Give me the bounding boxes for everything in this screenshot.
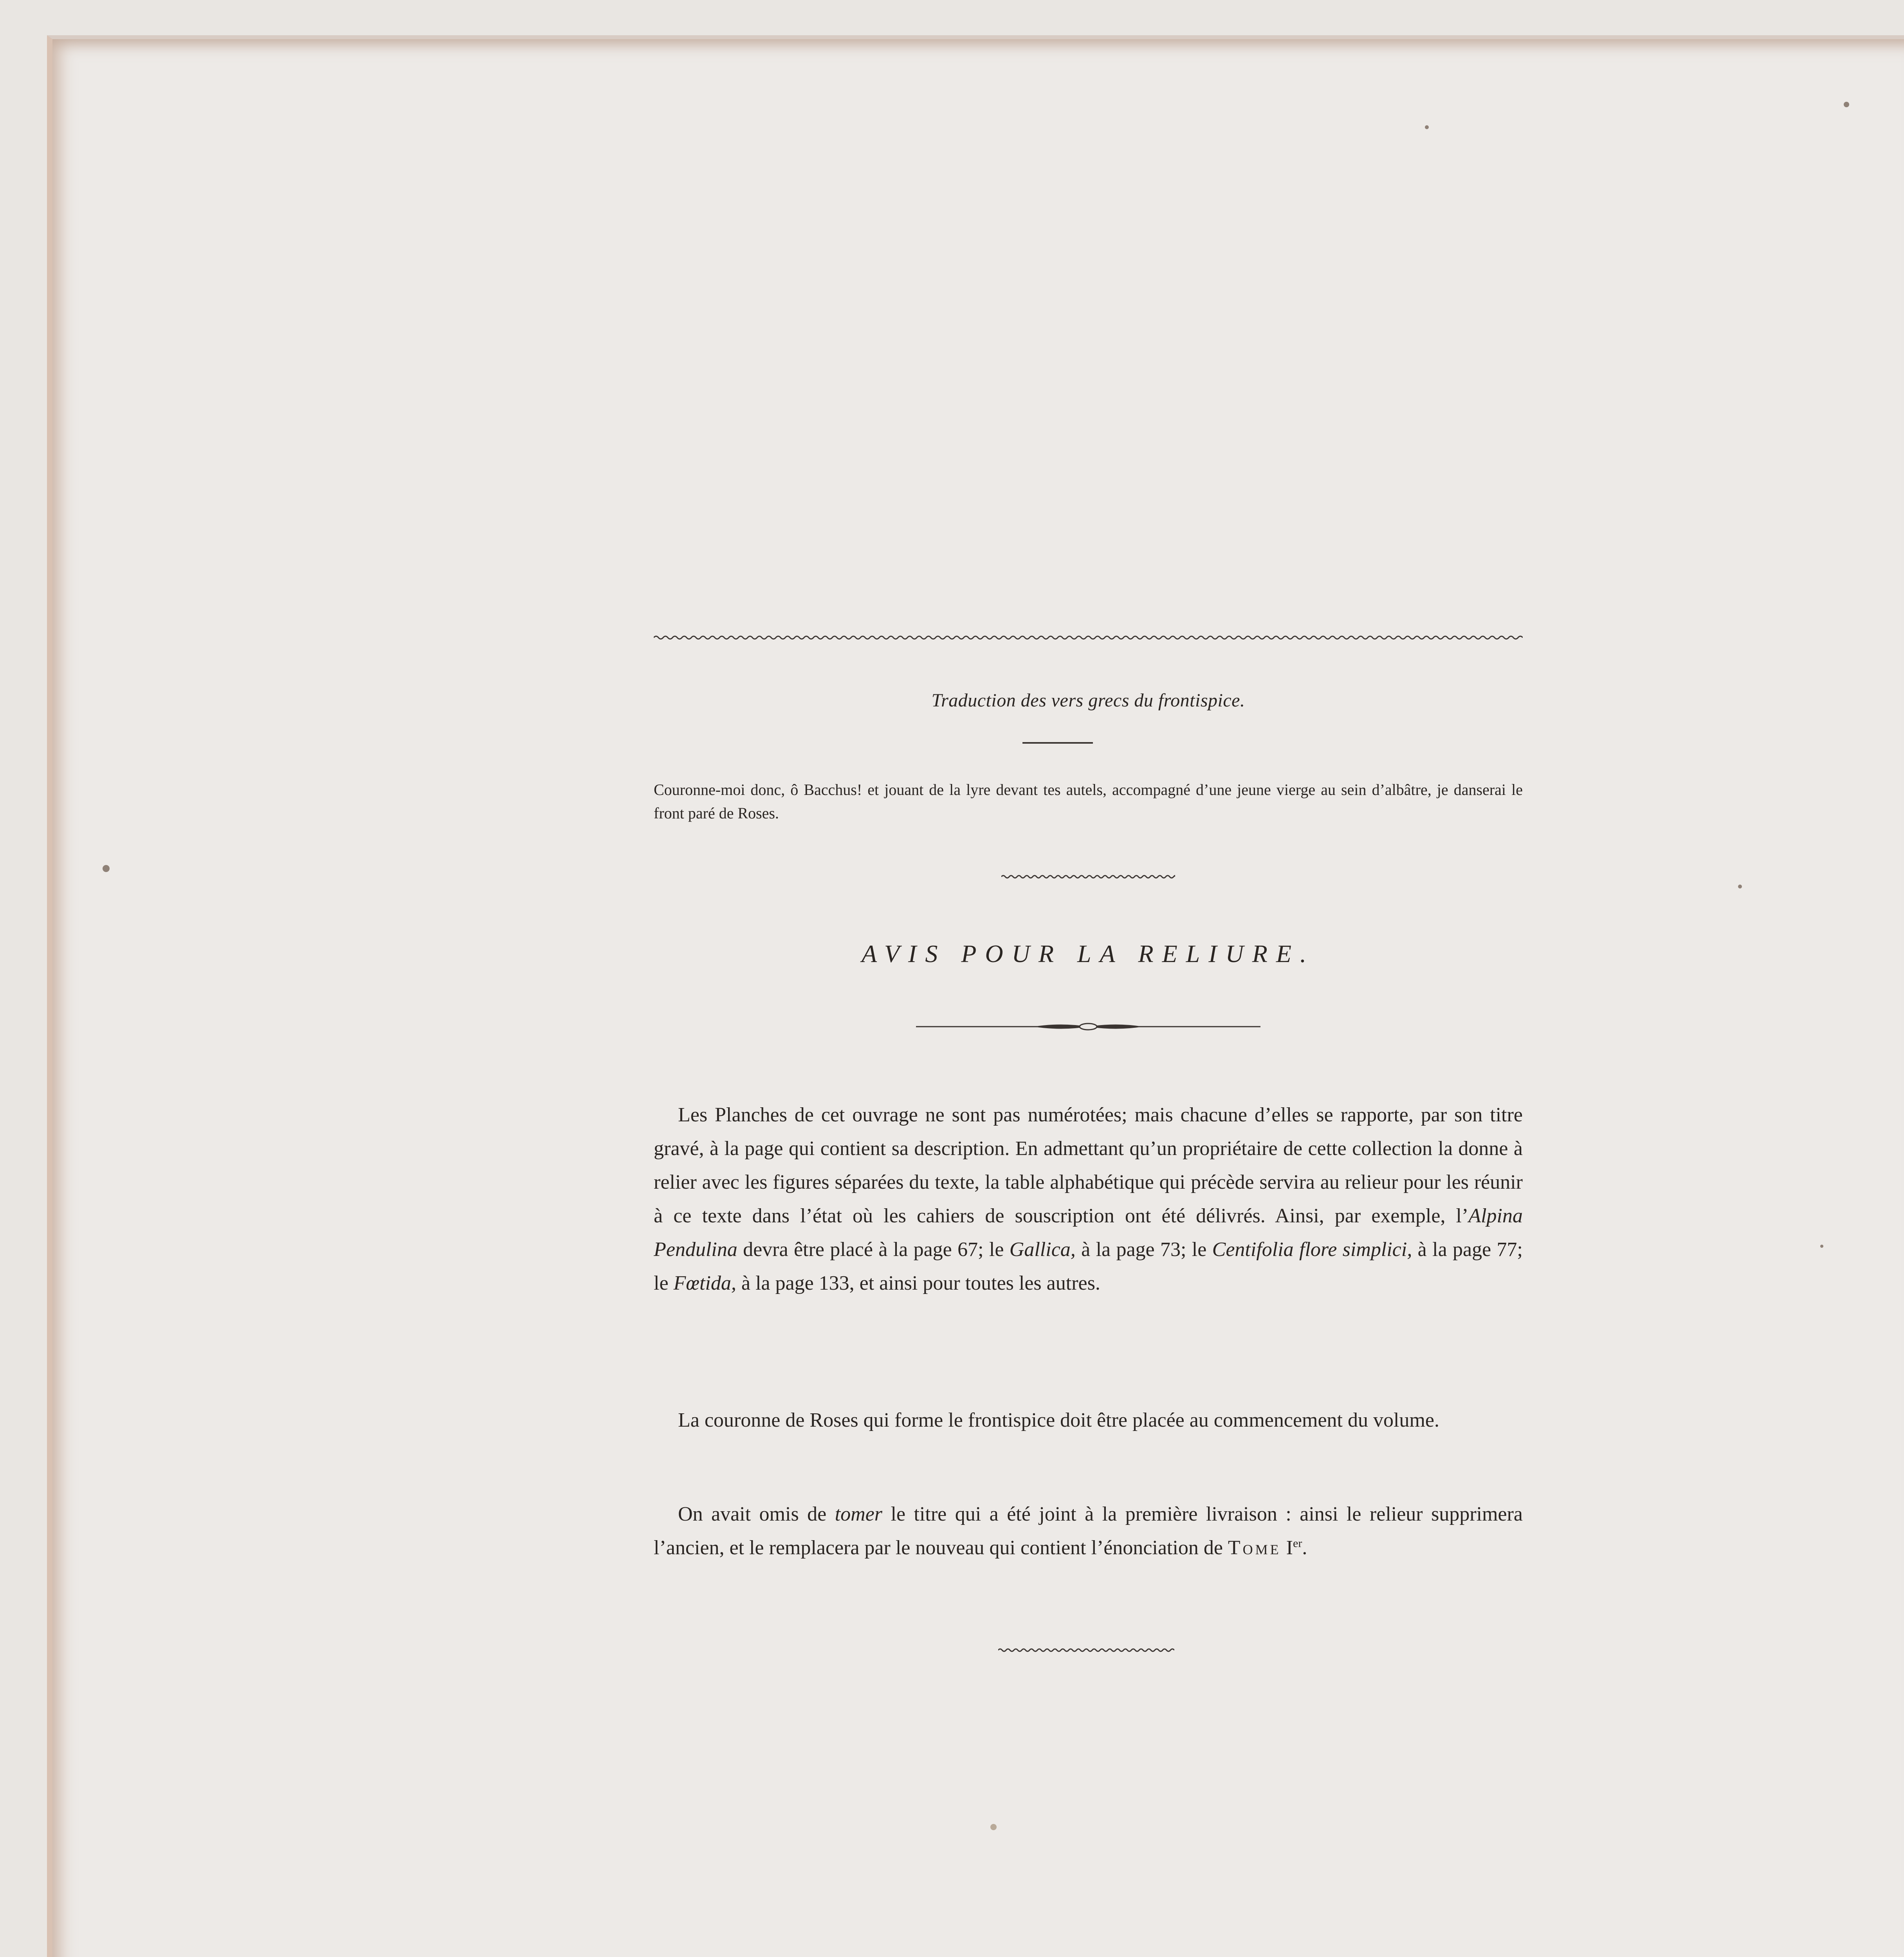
paragraph-planches-text-3: à la page 73; le <box>1075 1238 1212 1261</box>
text-block <box>654 0 1523 1957</box>
paragraph-planches-text-1: Les Planches de cet ouvrage ne sont pas numérotées; mais chacune d’elles se rapporte, par son titre gravé, à la page qui contient sa description. En admettant qu’un propriétaire de cette collection la donne à relier avec les figures séparées du texte, la table alphabétique qui précède servira au relieur pour les réunir à ce texte dans l’état où les cahiers de souscription ont été délivrés. Ainsi, par exemple, l’ <box>654 1104 1523 1227</box>
translation-text: Couronne-moi donc, ô Bacchus! et jouant de la lyre devant tes autels, accompagné d’une jeune vierge au sein d’albâtre, je danserai le front paré de Roses. <box>654 781 1523 822</box>
paper-speck <box>1844 102 1849 107</box>
title-ornament <box>916 1021 1260 1033</box>
paper-speck <box>1738 885 1742 888</box>
paper-speck <box>990 1824 997 1830</box>
paper-speck <box>103 865 110 872</box>
top-ornamental-rule <box>654 634 1523 641</box>
paragraph-planches-text-2: devra être placé à la page 67; le <box>737 1238 1010 1261</box>
paper-speck <box>1425 125 1429 129</box>
italic-foetida: Fœtida, <box>673 1272 736 1294</box>
italic-tomer: tomer <box>835 1503 883 1525</box>
small-ornamental-rule <box>1001 874 1175 880</box>
tome-numeral: I <box>1286 1537 1293 1559</box>
paragraph-planches-text-5: à la page 133, et ainsi pour toutes les autres. <box>736 1272 1100 1294</box>
paragraph-tome-text-1: On avait omis de <box>678 1503 835 1525</box>
italic-alpina-pendulina: Alpina Pendulina <box>654 1205 1523 1261</box>
section-title: AVIS POUR LA RELIURE. <box>862 940 1315 968</box>
tome-superscript: er <box>1293 1537 1302 1550</box>
paragraph-planches-text-4: à la page 77; le <box>654 1238 1523 1294</box>
paragraph-tome-end: . <box>1302 1537 1307 1559</box>
paper-speck <box>1820 1245 1823 1248</box>
bottom-ornamental-rule <box>998 1647 1174 1653</box>
paragraph-tome <box>654 1497 1523 1565</box>
paragraph-planches <box>654 1098 1523 1300</box>
translation-heading: Traduction des vers grecs du frontispice. <box>931 690 1245 711</box>
paragraph-couronne: La couronne de Roses qui forme le frontispice doit être placée au commencement du volume. <box>678 1409 1439 1431</box>
paragraph-tome-text-2: le titre qui a été joint à la première livraison : ainsi le relieur supprimera l’ancien, et le remplacera par le nouveau qui contient l’énonciation de <box>654 1503 1523 1559</box>
italic-centifolia: Centifolia flore simplici, <box>1212 1238 1412 1261</box>
italic-gallica: Gallica, <box>1009 1238 1076 1261</box>
heading-underline <box>1022 742 1093 744</box>
tome-word: Tome <box>1228 1537 1281 1559</box>
